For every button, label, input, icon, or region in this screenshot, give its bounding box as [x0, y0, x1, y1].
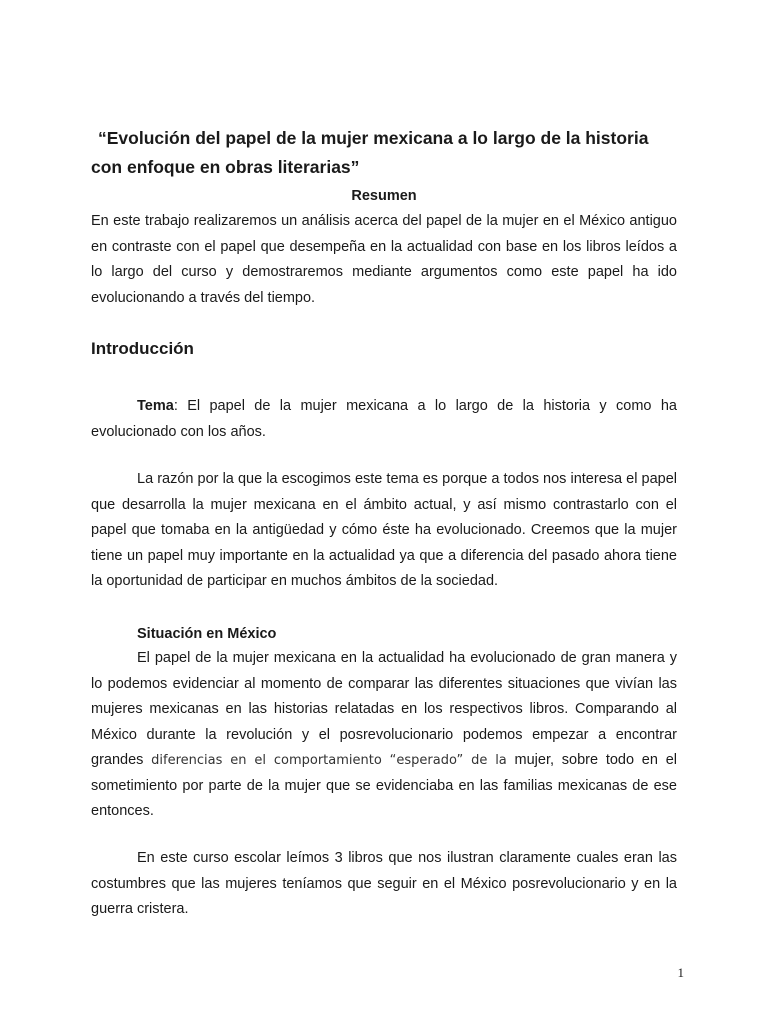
situacion-text-c: mujer, sobre todo en el sometimiento por parte de la mujer que se evidenciaba en las familias mexicanas de ese entonces.: [91, 752, 677, 819]
tema-text: : El papel de la mujer mexicana a lo largo de la historia y como ha evolucionado con los años.: [91, 398, 677, 440]
document-title: [91, 124, 691, 182]
tema-paragraph: [91, 394, 677, 445]
situacion-text-a: El papel de la mujer mexicana en la actualidad ha evolucionado de gran manera y lo podemos evidenciar al momento de comparar las diferentes situaciones que vivían las mujeres mexicanas en las historias relatadas en los respectivos libros. Comparando al México durante la revolución y el posrevolucionario podemos empezar a encontrar grandes: [91, 650, 677, 768]
title-line-1: “Evolución del papel de la mujer mexicana a lo largo de la historia: [98, 128, 649, 148]
introduccion-heading: Introducción: [91, 339, 194, 358]
curso-paragraph: En este curso escolar leímos 3 libros que nos ilustran claramente cuales eran las costumbres que las mujeres teníamos que seguir en el México posrevolucionario y en la guerra cristera.: [91, 850, 677, 917]
resumen-heading: Resumen: [351, 188, 417, 204]
situacion-paragraph: [91, 646, 677, 825]
razon-paragraph: La razón por la que la escogimos este tema es porque a todos nos interesa el papel que desarrolla la mujer mexicana en el ámbito actual, y así mismo contrastarlo con el papel que tomaba en la antigüedad y cómo éste ha evolucionado. Creemos que la mujer tiene un papel muy importante en la actualidad ya que a diferencia del pasado ahora tiene la oportunidad de participar en muchos ámbitos de la sociedad.: [91, 471, 677, 589]
situacion-text-b: diferencias en el comportamiento “esperado” de la: [151, 753, 507, 768]
title-line-2: con enfoque en obras literarias”: [91, 157, 360, 177]
page-number: 1: [677, 965, 684, 980]
resumen-paragraph: En este trabajo realizaremos un análisis acerca del papel de la mujer en el México antiguo en contraste con el papel que desempeña en la actualidad con base en los libros leídos a lo largo del curso y demostraremos mediante argumentos como este papel ha ido evolucionando a través del tiempo.: [91, 213, 677, 306]
tema-label: Tema: [137, 398, 174, 414]
situacion-heading: Situación en México: [137, 626, 277, 642]
